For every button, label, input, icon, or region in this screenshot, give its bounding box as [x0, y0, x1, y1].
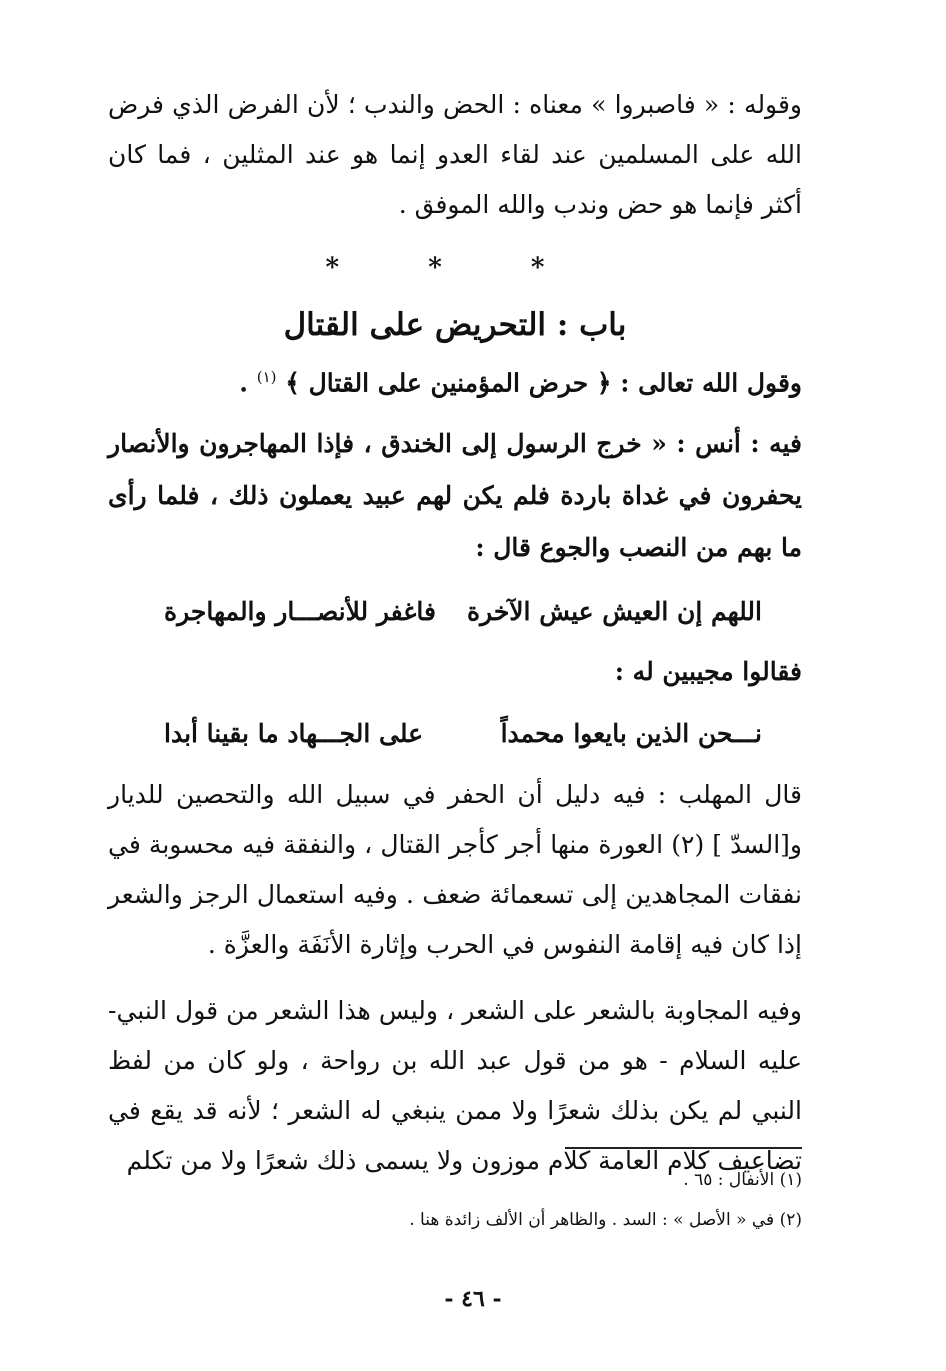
verse-line [108, 354, 802, 406]
poem-verse-2-first-hemistich: نـــحن الذين بايعوا محمداً [500, 719, 762, 749]
footnote-ref-1: (١) [256, 368, 277, 386]
poem-verse-1-second-hemistich: فاغفر للأنصـــار والمهاجرة [164, 597, 436, 627]
commentary-paragraph-2: وفيه المجاوبة بالشعر على الشعر ، وليس هذا الشعر من قول النبي- عليه السلام - هو من قول عبد الله بن رواحة ، ولو كان من لفظ النبي لم يكن بذلك شعرًا ولا ممن ينبغي له الشعر ؛ لأنه قد يقع في تضاعيف كلام العامة كلام موزون ولا يسمى ذلك شعرًا ولا من تكلم [108, 996, 802, 1176]
chapter-title: باب : التحريض على القتال [283, 307, 627, 343]
poem-verse-1 [108, 586, 802, 638]
poem-verse-2-second-hemistich: على الجـــهاد ما بقينا أبدا [164, 719, 424, 749]
footnotes [108, 1160, 802, 1240]
commentary-paragraph-1: قال المهلب : فيه دليل أن الحفر في سبيل الله والتحصين للديار و[السدّ ] (٢) العورة منها أجر كأجر القتال ، والنفقة فيه محسوبة في نفقات المجاهدين إلى تسعمائة ضعف . وفيه استعمال الرجز والشعر إذا كان فيه إقامة النفوس في الحرب وإثارة الأنَفَة والعزَّة . [108, 780, 803, 960]
section-separator: * * * [325, 253, 585, 283]
poem-verse-1-first-hemistich: اللهم إن العيش عيش الآخرة [466, 597, 762, 627]
page-body [108, 80, 802, 1186]
footnote-2: (٢) في « الأصل » : السد . والظاهر أن الألف زائدة هنا . [409, 1210, 802, 1230]
page-number: - ٤٦ - [444, 1286, 502, 1312]
verse-text: وقول الله تعالى : ﴿ حرض المؤمنين على القتال ﴾ [285, 368, 802, 398]
footnote-1: (١) الأنفال : ٦٥ . [683, 1170, 802, 1190]
intro-paragraph: وقوله : « فاصبروا » معناه : الحض والندب ؛ لأن الفرض الذي فرض الله على المسلمين عند لقاء العدو إنما هو عند المثلين ، فما كان أكثر فإنما هو حض وندب والله الموفق . [108, 90, 802, 219]
poem-verse-2 [108, 708, 802, 760]
reply-label: فقالوا مجيبين له : [614, 657, 802, 687]
verse-end: . [239, 368, 248, 398]
hadith-paragraph: فيه : أنس : « خرج الرسول إلى الخندق ، فإذا المهاجرون والأنصار يحفرون في غداة باردة فلم يكن لهم عبيد يعملون ذلك ، فلما رأى ما بهم من النصب والجوع قال : [108, 429, 802, 563]
footnote-divider [565, 1147, 802, 1149]
